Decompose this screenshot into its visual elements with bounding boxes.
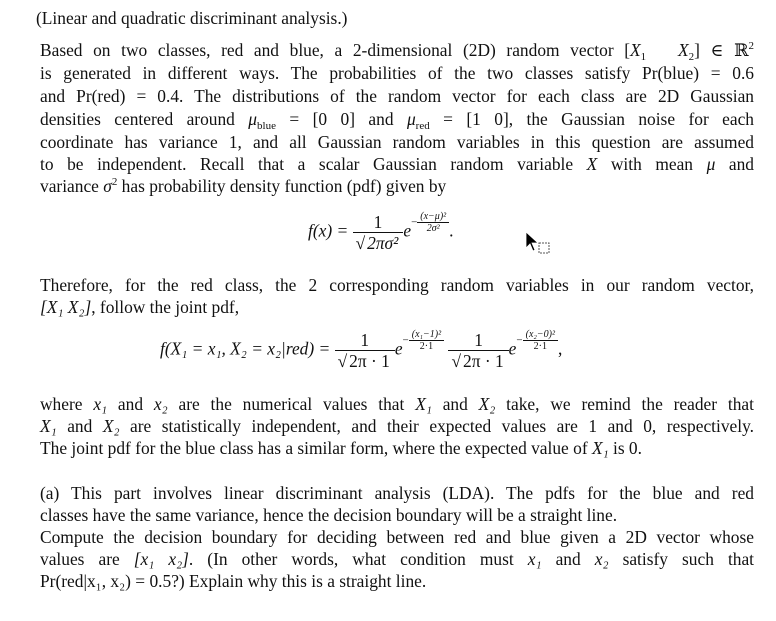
intro-line-6: to be independent. Recall that a scalar Gaussian random variable X with mean μ and xyxy=(40,154,754,174)
mu-red-vector: = [1 0] xyxy=(429,109,509,129)
mouse-pointer-icon xyxy=(524,231,552,257)
para3-line-1: where x₁ and x₂ are the numerical values that X₁ and X₂ take, we remind the reader that xyxy=(40,394,754,414)
intro-line-5: coordinate has variance 1, and all Gaussian random variables in this question are assumed xyxy=(40,132,754,152)
mu-blue-vector: = [0 0] xyxy=(275,109,355,129)
intro-line-1: Based on two classes, red and blue, a 2-dimensional (2D) random vector [$X_1$ $X_2$] ∈ ℝ$^2$ xyxy=(40,40,754,63)
para2-line-2: [X₁ X₂], follow the joint pdf, xyxy=(40,297,240,317)
part-a-line-5: Pr(red|x₁, x₂) = 0.5?) Explain why this is a straight line. xyxy=(40,571,427,591)
decision-condition: Pr(red|x₁, x₂) = 0.5 xyxy=(40,571,172,591)
part-a-line-1: (a) This part involves linear discriminant analysis (LDA). The pdfs for the blue and red xyxy=(40,483,754,503)
part-a-line-2: classes have the same variance, hence the decision boundary will be a straight line. xyxy=(40,505,618,525)
intro-line-7: variance $\sigma^2$ has probability density function (pdf) given by xyxy=(40,176,447,196)
gaussian-pdf-equation: f(x) = $\frac{1}{\text{√ 2πσ²}}$ e− $\frac{\text{(x−μ)²}}{\text{2σ²}}$ . xyxy=(308,210,454,254)
prob-red: Pr(red) = 0.4 xyxy=(76,86,180,106)
part-a-line-3: Compute the decision boundary for deciding between red and blue given a 2D vector whose xyxy=(40,527,754,547)
intro-line-3: and Pr(red) = 0.4. The distributions of the random vector for each class are 2D Gaussian xyxy=(40,86,754,106)
problem-heading: (Linear and quadratic discriminant analysis.) xyxy=(36,8,348,28)
joint-pdf-red-equation: f(X₁ = x₁, X₂ = x₂|red) = $\frac{1}{√ 2\pi \cdot 1}$ e− $\frac{\text{(x₁−1)²}}{2\cdot 1}$ $\frac{1}{√ 2\pi \cdot 1}$ e− $\frac{\text{(x₂−0)²}}{2\cdot 1}$ , xyxy=(160,328,563,372)
pdf-fraction: $\frac{1}{\text{√ 2πσ²}}$ xyxy=(353,212,404,253)
para2-line-1: Therefore, for the red class, the 2 corresponding random variables in our random vector, xyxy=(40,275,754,295)
intro-line-2: is generated in different ways. The probabilities of the two classes satisfy Pr(blue) = 0.6 xyxy=(40,63,754,83)
para3-line-2: X₁ and X₂ are statistically independent, and their expected values are 1 and 0, respectively. xyxy=(40,416,754,436)
pdf-exponent: − $\frac{\text{(x−μ)²}}{\text{2σ²}}$ xyxy=(411,211,449,235)
part-a-line-4: values are [x₁ x₂]. (In other words, what condition must x₁ and x₂ satisfy such that xyxy=(40,549,755,569)
intro-line-4: densities centered around $\mu_{blue} = [0$ 0] and $\mu_{red} = [1$ 0], the Gaussian noise for each xyxy=(40,109,754,132)
prob-blue: Pr(blue) = 0.6 xyxy=(642,63,754,83)
para3-line-3: The joint pdf for the blue class has a similar form, where the expected value of X₁ is 0. xyxy=(40,438,642,458)
